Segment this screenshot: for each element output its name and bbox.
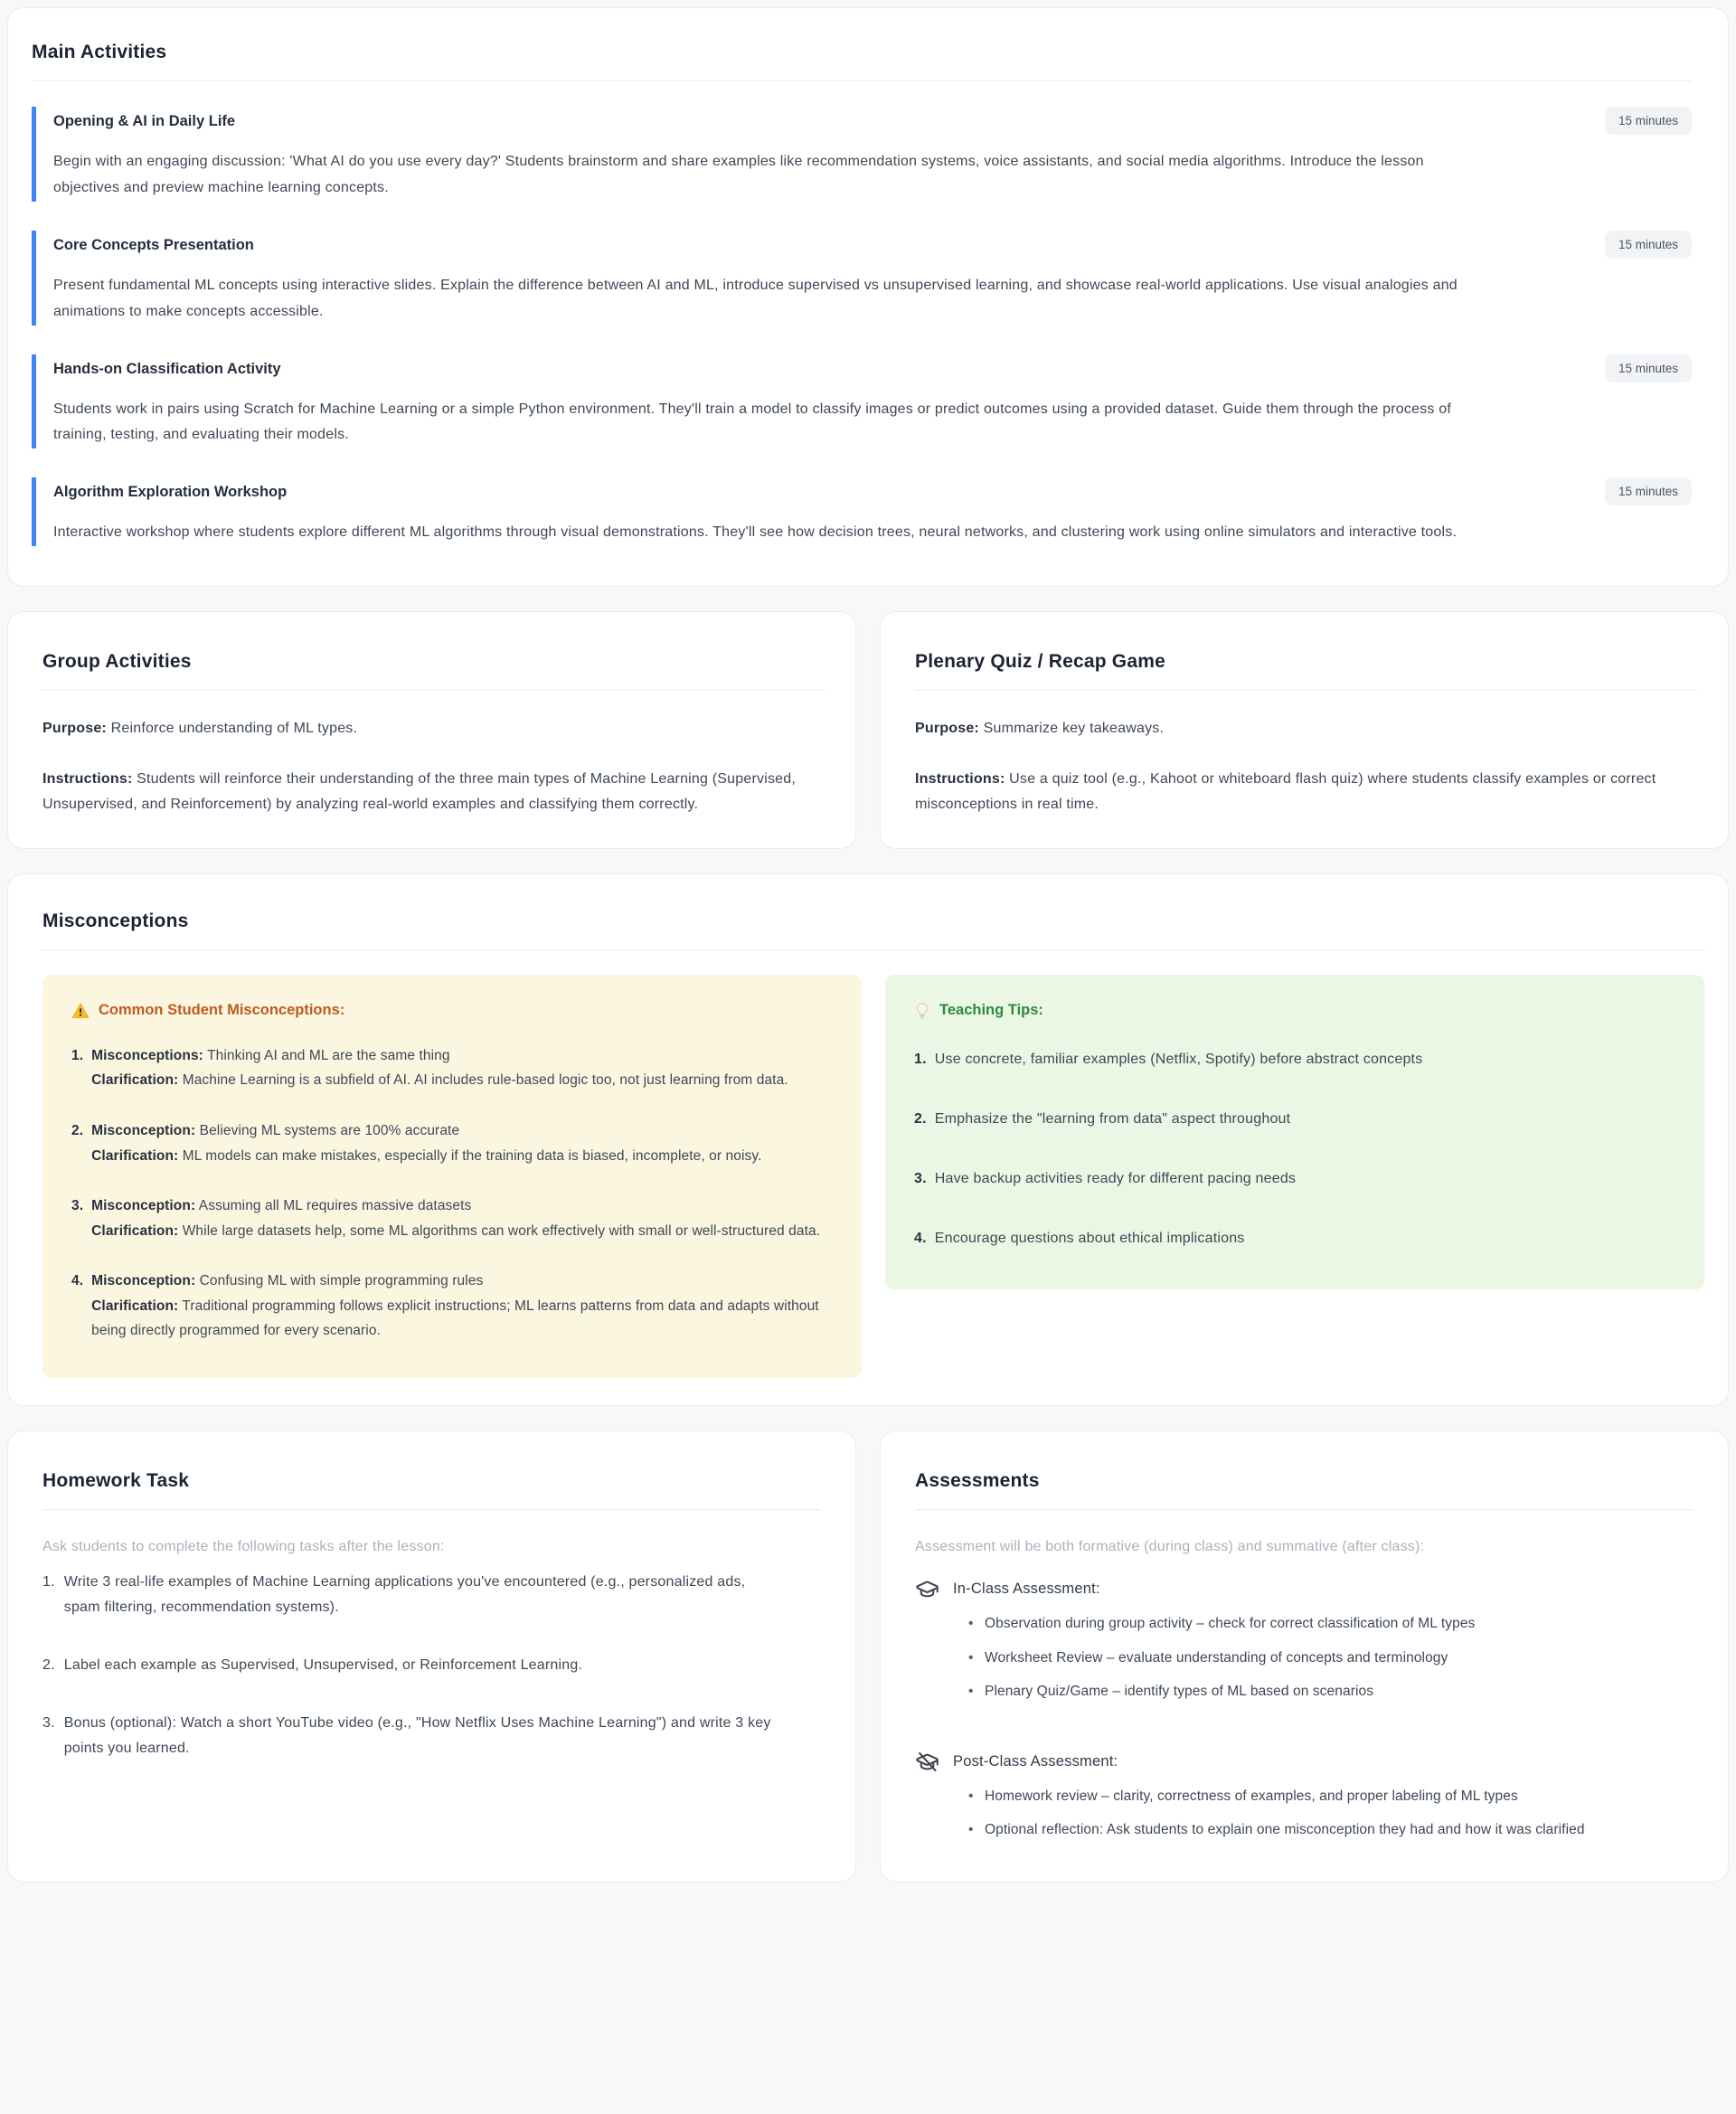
activity-description: Students work in pairs using Scratch for Machine Learning or a simple Python environment. They'll train a model to classify images or predict outcomes using a provided dataset. Guide them through the process of training, testing, and evaluating their models.	[53, 401, 1451, 443]
activity-title: Hands-on Classification Activity	[53, 360, 281, 377]
misconception-text: Thinking AI and ML are the same thing	[207, 1047, 450, 1063]
misconception-item	[71, 1269, 833, 1344]
graduation-cap-off-icon	[915, 1750, 939, 1774]
clarification-text: Traditional programming follows explicit instructions; ML learns patterns from data and adapts without being directly programmed for every scenario.	[91, 1298, 819, 1339]
common-misconceptions-header: Common Student Misconceptions:	[99, 1002, 345, 1019]
common-misconceptions-box	[42, 975, 862, 1378]
assessments-intro: Assessment will be both formative (during class) and summative (after class):	[915, 1539, 1425, 1555]
activity-item	[32, 107, 1692, 202]
activity-description: Interactive workshop where students explore different ML algorithms through visual demonstrations. They'll see how decision trees, neural networks, and clustering work using online simulators and interactive tools.	[53, 524, 1458, 541]
duration-badge: 15 minutes	[1605, 354, 1692, 382]
misconception-label: Misconceptions:	[91, 1047, 203, 1063]
duration-badge: 15 minutes	[1605, 231, 1692, 259]
misconceptions-section	[7, 873, 1729, 1406]
assessment-bullet: • Optional reflection: Ask students to explain one misconception they had and how it was clarified	[967, 1818, 1636, 1842]
in-class-assessment-label: In-Class Assessment:	[953, 1581, 1100, 1598]
teaching-tips-box	[885, 975, 1704, 1289]
activity-description: Begin with an engaging discussion: 'What AI do you use every day?' Students brainstorm and share examples like recommendation systems, voice assistants, and social media algorithms. Introduce the lesson objectives and preview machine learning concepts.	[53, 154, 1424, 196]
main-activities-title: Main Activities	[32, 42, 167, 63]
teaching-tip-item	[914, 1228, 1675, 1250]
homework-text: Write 3 real-life examples of Machine Learning applications you've encountered (e.g., personalized ads, spam filtering, recommendation systems).	[63, 1574, 746, 1616]
divider	[42, 949, 1706, 950]
teaching-tip-item	[914, 1049, 1675, 1071]
item-number: 2.	[914, 1110, 927, 1127]
teaching-tips-header: Teaching Tips:	[939, 1002, 1043, 1019]
graduation-cap-icon	[915, 1577, 939, 1601]
assessment-bullet: • Plenary Quiz/Game – identify types of ML based on scenarios	[967, 1680, 1636, 1703]
misconception-item	[71, 1118, 833, 1168]
clarification-text: Machine Learning is a subfield of AI. AI includes rule-based logic too, not just learning from data.	[182, 1072, 788, 1089]
assessment-bullet: • Observation during group activity – check for correct classification of ML types	[967, 1612, 1636, 1636]
item-number: 1.	[42, 1574, 55, 1590]
clarification-text: ML models can make mistakes, especially if the training data is biased, incomplete, or noisy.	[182, 1147, 762, 1164]
plenary-quiz-section	[880, 611, 1729, 849]
misconceptions-title: Misconceptions	[42, 910, 189, 931]
misconception-text: Assuming all ML requires massive datasets	[198, 1198, 472, 1214]
divider	[42, 690, 825, 691]
tip-text: Use concrete, familiar examples (Netflix, Spotify) before abstract concepts	[934, 1051, 1423, 1067]
divider	[42, 1509, 821, 1510]
activity-item	[32, 231, 1692, 326]
homework-text: Label each example as Supervised, Unsupervised, or Reinforcement Learning.	[63, 1657, 583, 1674]
assessments-title: Assessments	[915, 1470, 1040, 1492]
homework-item	[42, 1570, 775, 1620]
instructions-label: Instructions:	[915, 771, 1005, 788]
clarification-label: Clarification:	[91, 1072, 179, 1089]
clarification-label: Clarification:	[91, 1298, 179, 1314]
clarification-text: While large datasets help, some ML algorithms can work effectively with small or well-structured data.	[182, 1222, 821, 1239]
item-number: 1.	[914, 1051, 927, 1067]
activity-item	[32, 477, 1692, 546]
purpose-text: Summarize key takeaways.	[983, 721, 1165, 737]
clarification-label: Clarification:	[91, 1222, 179, 1239]
homework-intro: Ask students to complete the following tasks after the lesson:	[42, 1539, 445, 1555]
activity-item	[32, 354, 1692, 449]
divider	[915, 690, 1697, 691]
misconception-label: Misconception:	[91, 1123, 196, 1138]
clarification-label: Clarification:	[91, 1147, 179, 1164]
light-bulb-icon	[914, 1002, 930, 1020]
main-activities-section	[7, 7, 1729, 587]
misconception-label: Misconception:	[91, 1273, 196, 1289]
activity-title: Algorithm Exploration Workshop	[53, 484, 288, 501]
teaching-tip-item	[914, 1109, 1675, 1130]
misconception-label: Misconception:	[91, 1198, 196, 1214]
duration-badge: 15 minutes	[1605, 107, 1692, 135]
item-number: 1.	[71, 1047, 84, 1063]
group-activities-title: Group Activities	[42, 651, 192, 673]
misconception-text: Confusing ML with simple programming rules	[199, 1273, 484, 1289]
purpose-text: Reinforce understanding of ML types.	[110, 721, 358, 737]
instructions-label: Instructions:	[42, 771, 133, 788]
instructions-line	[42, 767, 825, 817]
purpose-line	[42, 716, 825, 741]
item-number: 3.	[42, 1715, 55, 1732]
item-number: 4.	[914, 1230, 927, 1246]
divider	[915, 1509, 1694, 1510]
post-class-assessment-label: Post-Class Assessment:	[953, 1752, 1118, 1770]
instructions-text: Students will reinforce their understanding of the three main types of Machine Learning (Supervised, Unsupervised, and Reinforcement) by analyzing real-world examples and classifying them correctly.	[42, 771, 796, 813]
tip-text: Emphasize the "learning from data" aspect throughout	[934, 1110, 1291, 1127]
group-activities-section	[7, 611, 856, 849]
purpose-label: Purpose:	[42, 721, 107, 737]
plenary-quiz-title: Plenary Quiz / Recap Game	[915, 651, 1165, 673]
item-number: 2.	[42, 1657, 55, 1674]
instructions-text: Use a quiz tool (e.g., Kahoot or whiteboard flash quiz) where students classify examples or correct misconceptions in real time.	[915, 771, 1656, 813]
activity-title: Opening & AI in Daily Life	[53, 113, 236, 130]
homework-item	[42, 1653, 775, 1678]
divider	[32, 80, 1692, 81]
tip-text: Encourage questions about ethical implications	[934, 1230, 1245, 1246]
item-number: 4.	[71, 1273, 84, 1289]
in-class-assessment-group	[915, 1577, 1694, 1703]
misconception-item	[71, 1043, 833, 1093]
duration-badge: 15 minutes	[1605, 477, 1692, 505]
activity-description: Present fundamental ML concepts using interactive slides. Explain the difference between AI and ML, introduce supervised vs unsupervised learning, and showcase real-world applications. Use visual analogies and animations to make concepts accessible.	[53, 278, 1458, 319]
instructions-line	[915, 767, 1697, 817]
post-class-assessment-group	[915, 1750, 1694, 1843]
item-number: 3.	[71, 1198, 84, 1214]
item-number: 2.	[71, 1123, 84, 1138]
assessments-section	[880, 1430, 1729, 1883]
homework-text: Bonus (optional): Watch a short YouTube video (e.g., "How Netflix Uses Machine Learning") and write 3 key points you learned.	[63, 1715, 771, 1757]
teaching-tip-item	[914, 1168, 1675, 1190]
homework-section	[7, 1430, 856, 1883]
purpose-line	[915, 716, 1697, 741]
activity-title: Core Concepts Presentation	[53, 237, 254, 254]
misconception-item	[71, 1194, 833, 1243]
assessment-bullet: • Homework review – clarity, correctness of examples, and proper labeling of ML types	[967, 1785, 1636, 1808]
tip-text: Have backup activities ready for different pacing needs	[934, 1170, 1297, 1186]
homework-item	[42, 1711, 775, 1761]
assessment-bullet: • Worksheet Review – evaluate understanding of concepts and terminology	[967, 1647, 1636, 1670]
activities-list	[32, 107, 1692, 546]
item-number: 3.	[914, 1170, 927, 1186]
warning-triangle-icon	[71, 1002, 90, 1020]
purpose-label: Purpose:	[915, 721, 979, 737]
homework-title: Homework Task	[42, 1470, 190, 1492]
misconception-text: Believing ML systems are 100% accurate	[199, 1123, 460, 1138]
